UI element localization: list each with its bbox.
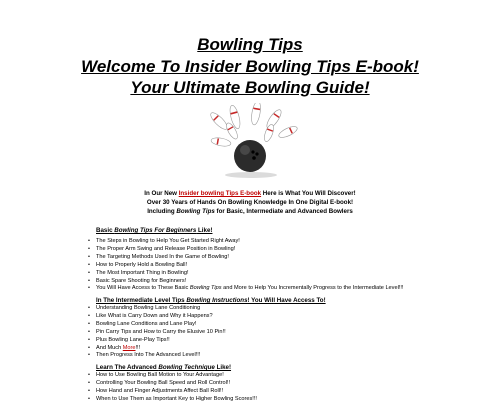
intro-emphasis: Bowling Tips — [176, 208, 215, 215]
list-item: • The Steps in Bowling to Help You Get Started Right Away! — [88, 238, 403, 246]
basic-section-title — [96, 226, 212, 235]
list-item: • Controlling Your Bowling Ball Speed and Roll Control!! — [88, 380, 257, 388]
list-item: • How to Use Bowling Ball Motion to Your Advantage! — [88, 372, 257, 380]
list-text: !!! — [135, 344, 141, 351]
section-title-text: Like! — [196, 227, 213, 234]
list-item: • Pin Carry Tips and How to Carry the Elusive 10 Pin!! — [88, 329, 226, 337]
ebook-link[interactable]: Insider bowling Tips E-book — [178, 190, 262, 197]
advanced-tips-list — [88, 372, 257, 404]
list-text: And Much — [96, 344, 123, 351]
list-item: • The Proper Arm Swing and Release Position in Bowling! — [88, 246, 403, 254]
intro-text: In Our New — [144, 190, 179, 197]
intermediate-section-title — [96, 296, 326, 305]
intro-line-3 — [0, 207, 500, 216]
section-title-emphasis: Bowling Tips For Beginners — [114, 227, 197, 234]
list-item: • The Most Important Thing in Bowling! — [88, 270, 403, 278]
list-item: • How Hand and Finger Adjustments Affect Ball Roll!! — [88, 388, 257, 396]
section-title-emphasis: Bowling Instructions — [186, 297, 248, 304]
list-item: • Basic Spare Shooting for Beginners! — [88, 278, 403, 286]
intro-text: Including — [147, 208, 177, 215]
bowling-ball-icon — [234, 140, 266, 172]
list-item: • When to Use Them as Important Key to Higher Bowling Scores!!! — [88, 396, 257, 404]
list-text: and More to Help You Incrementally Progress to the Intermediate Level!!! — [221, 285, 404, 292]
list-text: You Will Have Access to These Basic — [96, 285, 190, 292]
list-item: • Plus Bowling Lane-Play Tips!! — [88, 337, 226, 345]
welcome-heading: Welcome To Insider Bowling Tips E-book! — [81, 57, 419, 76]
tagline-heading: Your Ultimate Bowling Guide! — [130, 78, 370, 97]
list-item: • How to Properly Hold a Bowling Ball! — [88, 262, 403, 270]
shadow-shape — [225, 172, 277, 178]
list-item — [88, 345, 226, 353]
more-link[interactable]: More — [122, 344, 136, 351]
intermediate-tips-list — [88, 305, 226, 360]
list-item: • Understanding Bowling Lane Conditioning — [88, 305, 226, 313]
intro-line-2: Over 30 Years of Hands On Bowling Knowledge In One Digital E-book! — [146, 199, 354, 206]
list-emphasis: Bowling Tips — [189, 285, 222, 292]
section-title-emphasis: Bowling Technique — [158, 364, 215, 371]
list-item: • The Targeting Methods Used In the Game of Bowling! — [88, 254, 403, 262]
section-title-text: Learn The Advanced — [96, 364, 159, 371]
section-title-text: In The Intermediate Level Tips — [96, 297, 187, 304]
list-item: • Then Progress Into The Advanced Level!!! — [88, 352, 226, 360]
intro-text: for Basic, Intermediate and Advanced Bowlers — [214, 208, 353, 215]
bowling-ball-strike-icon — [196, 103, 306, 183]
page-title: Bowling Tips — [197, 35, 303, 54]
intro-line-1 — [0, 189, 500, 198]
advanced-section-title — [96, 363, 231, 372]
section-title-text: Basic — [96, 227, 115, 234]
section-title-text: Like! — [214, 364, 232, 371]
intro-text: Here is What You Will Discover! — [261, 190, 356, 197]
list-item: • Bowling Lane Conditions and Lane Play! — [88, 321, 226, 329]
section-title-text: ! You Will Have Access To! — [247, 297, 326, 304]
list-item: • Like What is Carry Down and Why it Happens? — [88, 313, 226, 321]
list-item — [88, 285, 403, 293]
basic-tips-list — [88, 238, 403, 293]
